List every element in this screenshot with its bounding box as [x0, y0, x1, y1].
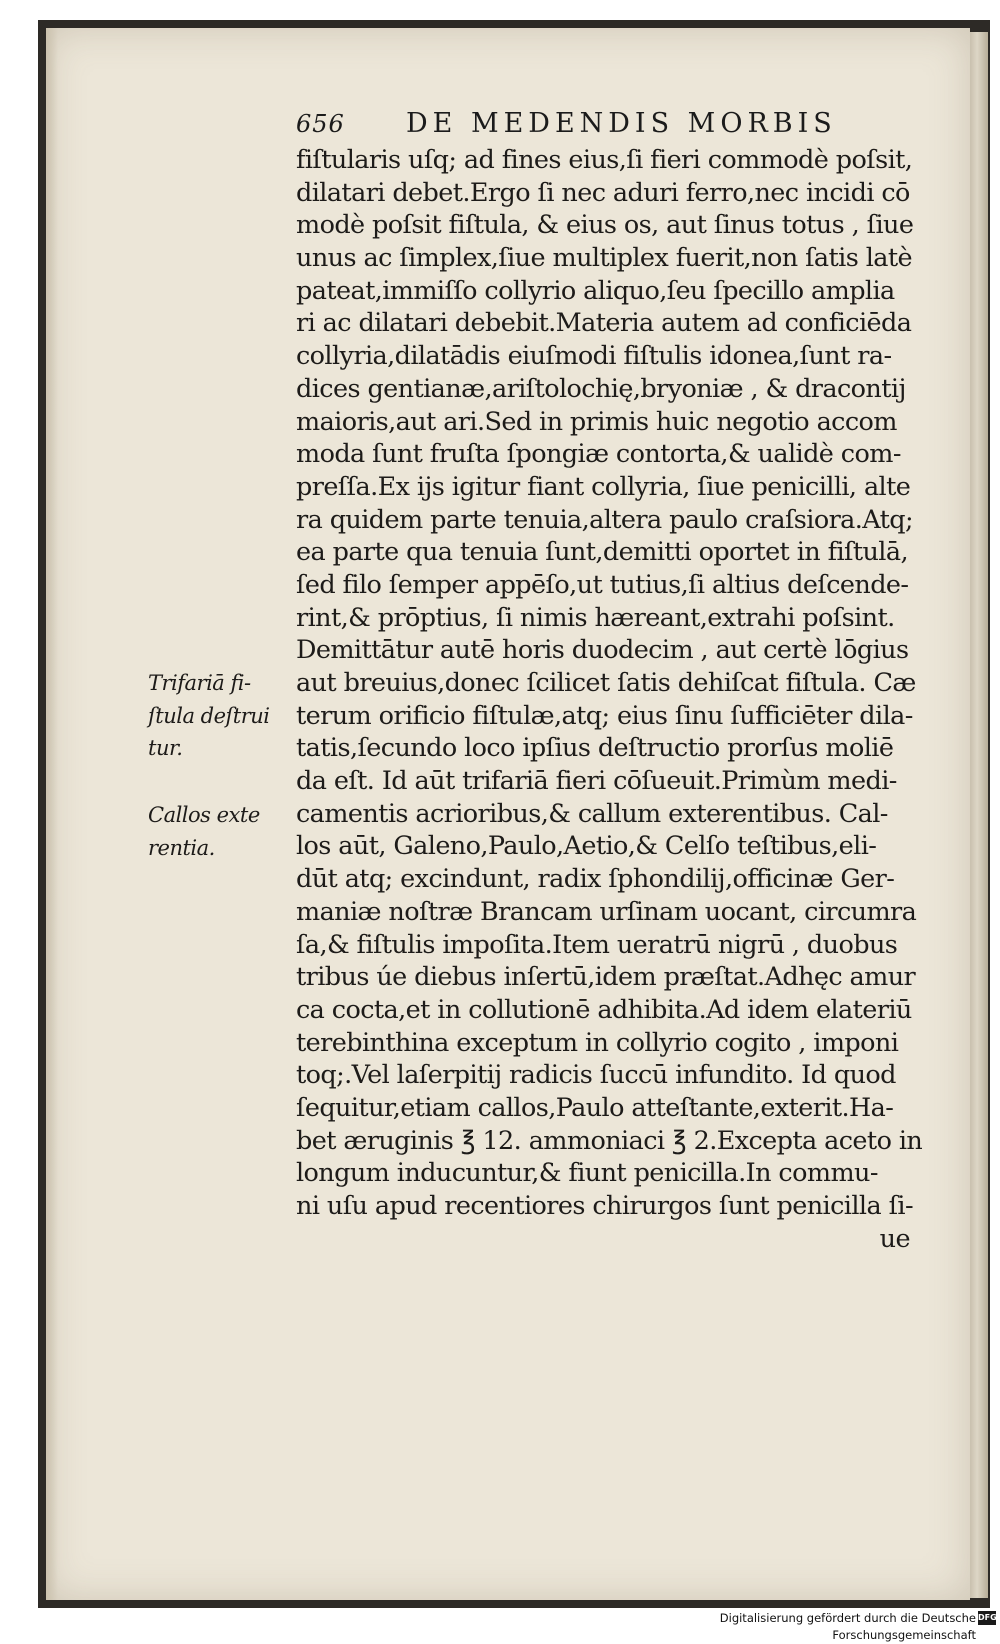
text-line: dūt atq; excindunt, radix ſphondilij,officinæ Ger-	[296, 864, 895, 895]
text-line: Demittātur autē horis duodecim , aut certè lōgius	[296, 635, 909, 666]
text-line: ca cocta,et in collutionē adhibita.Ad idem elateriū	[296, 994, 912, 1025]
running-title: DE MEDENDIS MORBIS	[406, 108, 837, 139]
text-line: aut breuius,donec ſcilicet ſatis dehiſcat fiſtula. Cæ	[296, 668, 916, 698]
text-line: unus ac ſimplex,ſiue multiplex fuerit,non ſatis latè	[296, 243, 912, 274]
marginal-line: ſtula deſtrui	[148, 703, 270, 728]
text-line: terebinthina exceptum in collyrio cogito , imponi	[296, 1027, 899, 1058]
text-line: maniæ noſtræ Brancam urſinam uocant, circumra	[296, 896, 917, 927]
text-line: collyria,dilatādis eiuſmodi fiſtulis idonea,ſunt ra-	[296, 341, 892, 372]
page-gutter-shadow	[46, 28, 58, 1600]
text-line: camentis acrioribus,& callum exterentibus. Cal-	[296, 798, 888, 829]
text-line: maioris,aut ari.Sed in primis huic negotio accom	[296, 406, 897, 437]
text-line: ea parte qua tenuia ſunt,demitti oportet in fiſtulā,	[296, 537, 908, 568]
text-line: tribus úe diebus inſertū,idem præſtat.Adhęc amur	[296, 962, 916, 993]
text-line: da eſt. Id aūt trifariā fieri cōſueuit.Primùm medi-	[296, 766, 897, 797]
text-line: terum orificio fiſtulæ,atq; eius ſinu ſufficiēter dila-	[296, 700, 913, 731]
digitization-credit: Digitalisierung gefördert durch die Deutsche Forschungsgemeinschaft	[719, 1611, 976, 1642]
dfg-logo: DFG	[978, 1611, 996, 1625]
main-text-block	[296, 144, 922, 1255]
marginal-note-callos	[148, 799, 286, 864]
text-line: toq;.Vel laſerpitij radicis ſuccū infundito. Id quod	[296, 1060, 896, 1091]
marginal-line: rentia.	[148, 835, 215, 860]
marginal-line: tur.	[148, 736, 183, 761]
marginal-line: Callos exte	[148, 803, 260, 827]
marginal-line: Trifariā fi-	[148, 671, 251, 695]
page-header	[296, 108, 916, 142]
text-line: ri ac dilatari debebit.Materia autem ad conficiēda	[296, 308, 912, 339]
text-line: ſed filo ſemper appēſo,ut tutius,ſi altius deſcende-	[296, 569, 909, 600]
text-line: modè poſsit fiſtula, & eius os, aut ſinus totus , ſiue	[296, 210, 914, 241]
text-line: dilatari debet.Ergo ſi nec aduri ferro,nec incidi cō	[296, 177, 910, 208]
text-line: los aūt, Galeno,Paulo,Aetio,& Celſo teſtibus,eli-	[296, 831, 877, 862]
page-number: 656	[296, 110, 345, 138]
text-line: dices gentianæ,ariſtolochię,bryoniæ , & dracontij	[296, 373, 906, 404]
text-line: rint,& prōptius, ſi nimis hæreant,extrahi poſsint.	[296, 602, 895, 633]
text-line: bet æruginis ℥ 12. ammoniaci ℥ 2.Excepta aceto in	[296, 1125, 922, 1156]
text-line: pateat,immiſſo collyrio aliquo,ſeu ſpecillo amplia	[296, 275, 895, 306]
text-line: ra quidem parte tenuia,altera paulo craſsiora.Atq;	[296, 504, 914, 535]
text-line: moda ſunt fruſta ſpongiæ contorta,& ualidè com-	[296, 439, 901, 470]
catchword: ue	[879, 1223, 910, 1254]
text-line: ſa,& fiſtulis impoſita.Item ueratrū nigrū , duobus	[296, 929, 898, 960]
text-line: ſequitur,etiam callos,Paulo atteſtante,exterit.Ha-	[296, 1092, 894, 1123]
text-line: preſſa.Ex ijs igitur fiant collyria, ſiue penicilli, alte	[296, 471, 911, 502]
text-line: fiſtularis uſq; ad fines eius,ſi fieri commodè poſsit,	[296, 145, 913, 175]
page-edge	[970, 32, 988, 1598]
marginal-note-trifaria	[148, 667, 286, 765]
text-line: longum inducuntur,& fiunt penicilla.In commu-	[296, 1158, 878, 1189]
text-line: ni uſu apud recentiores chirurgos ſunt penicilla ſi-	[296, 1191, 913, 1221]
text-line: tatis,ſecundo loco ipſius deſtructio prorſus moliē	[296, 733, 894, 764]
